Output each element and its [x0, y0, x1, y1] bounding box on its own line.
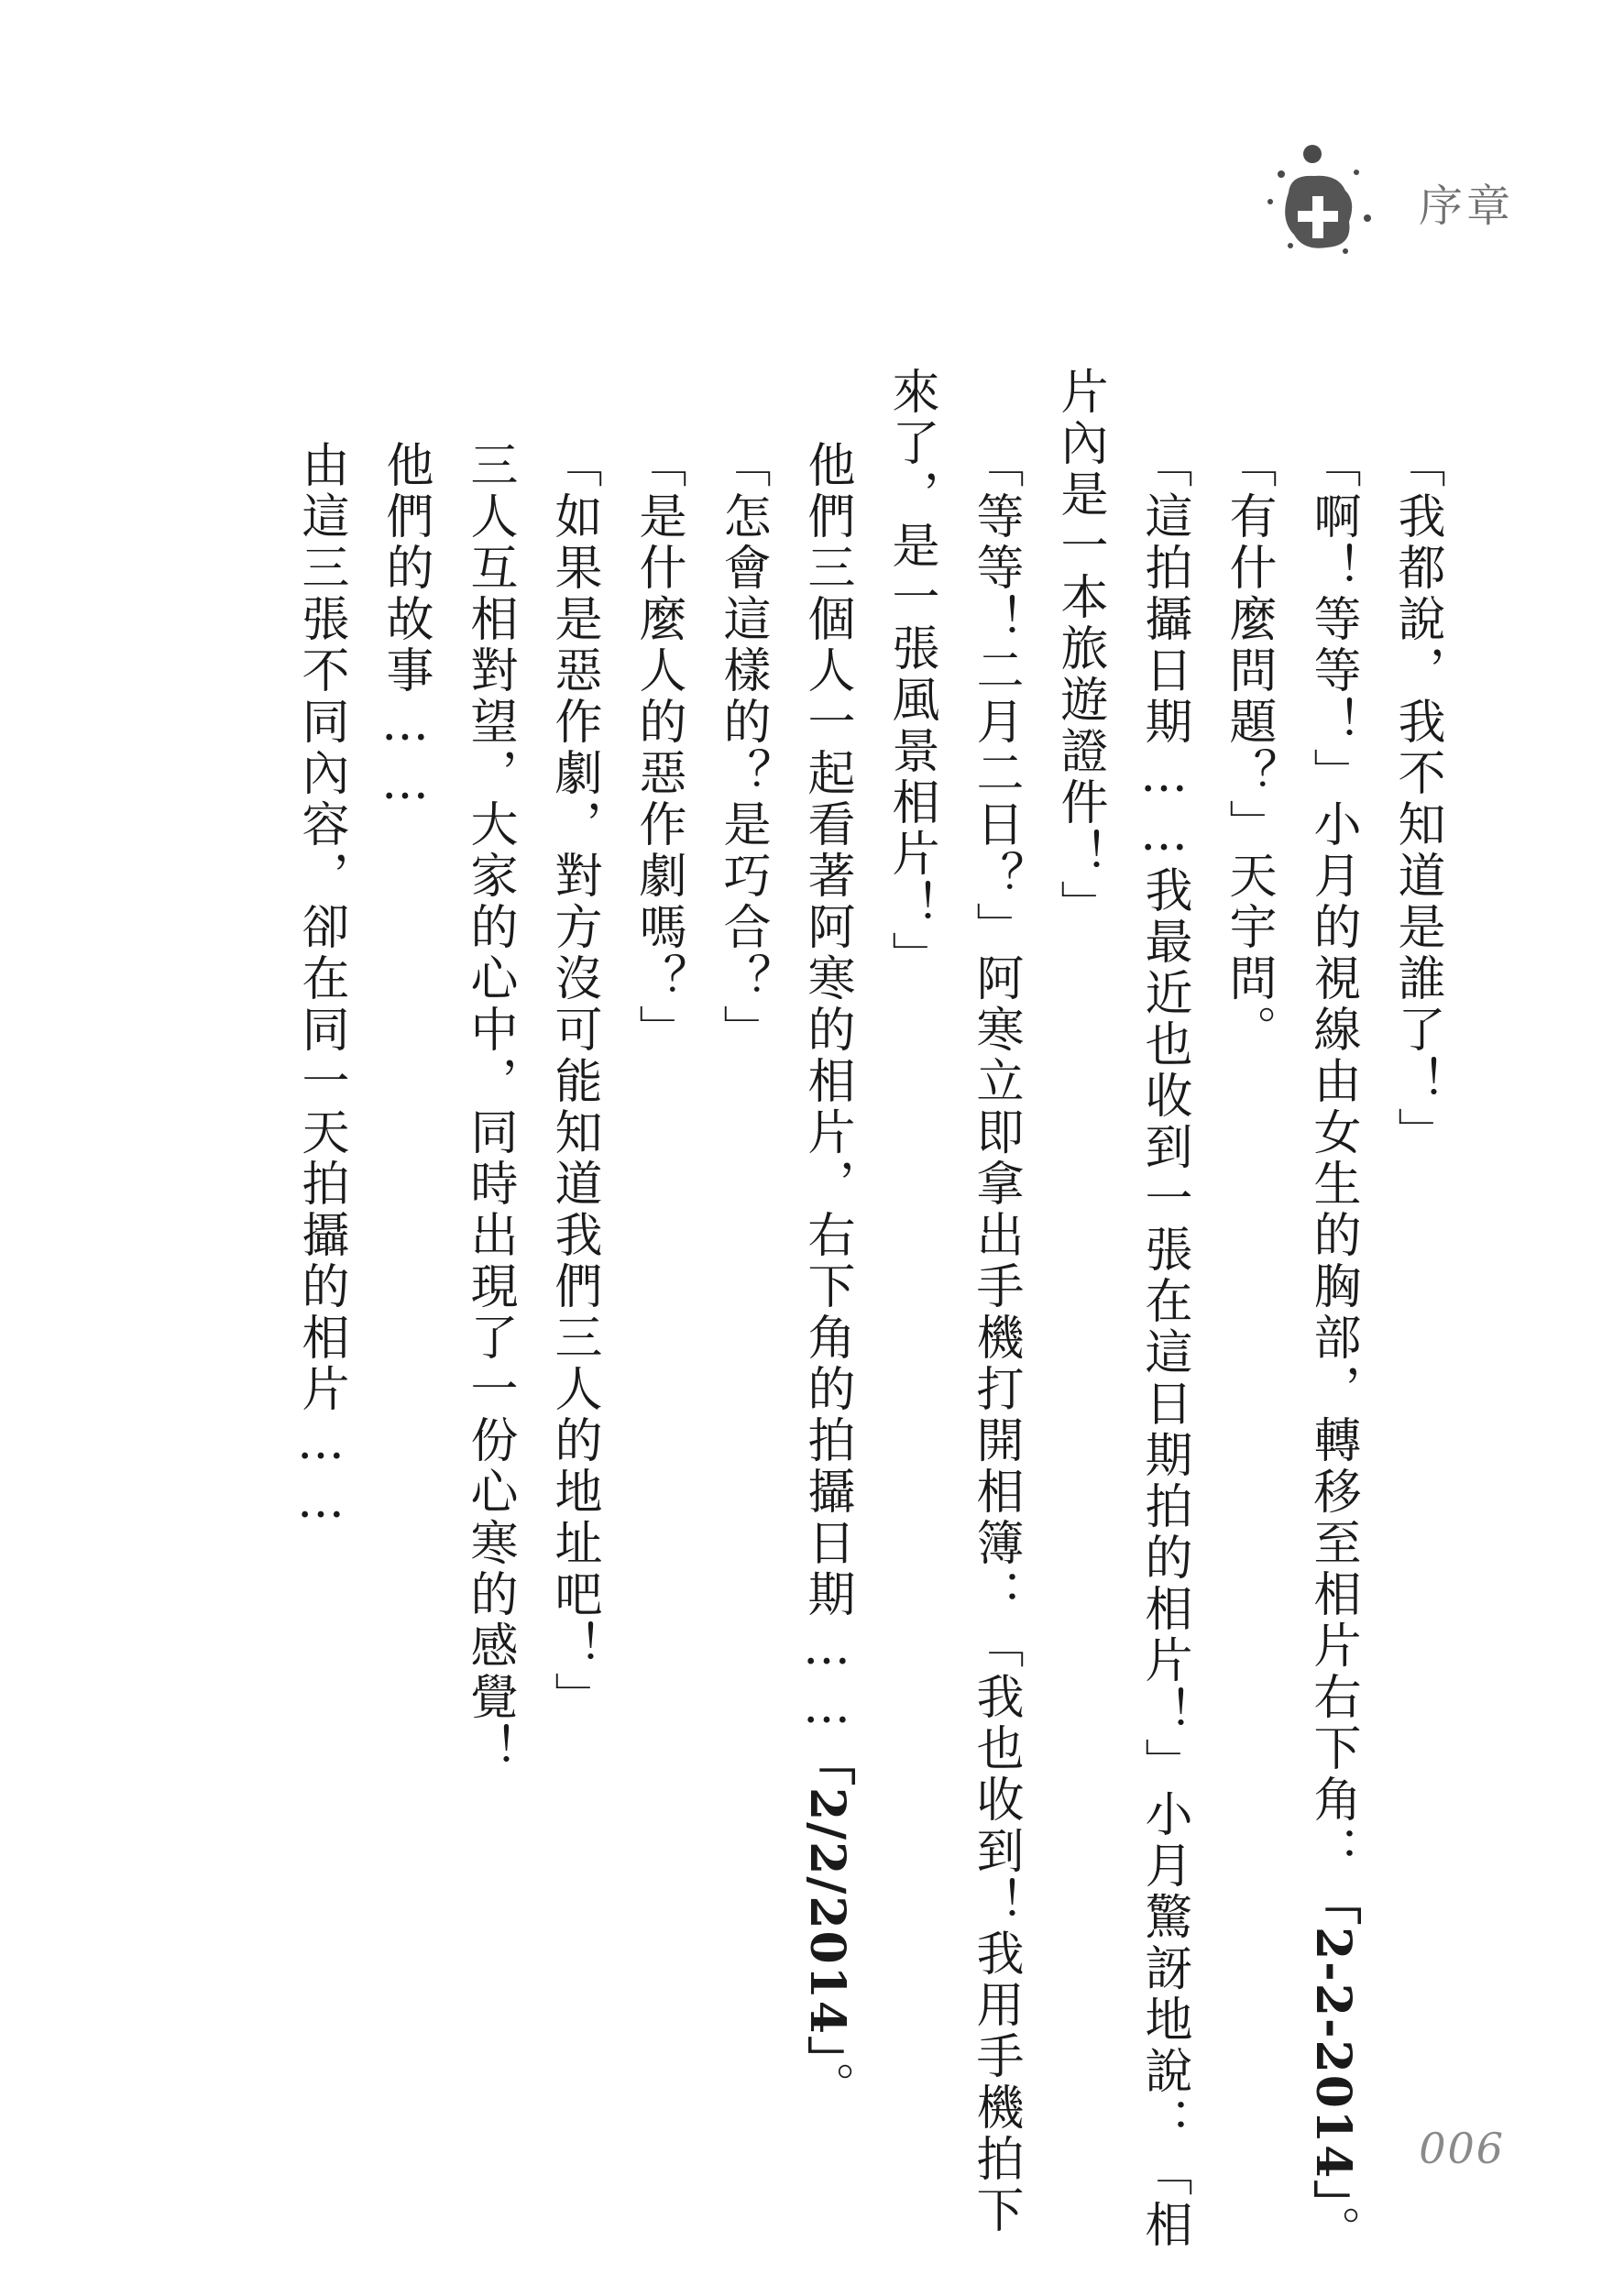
text-column — [785, 367, 869, 2163]
photo-date: 「2/2/2014」 — [799, 1738, 855, 2062]
text-column: 「這拍攝日期……我最近也收到一張在這日期拍的相片！」小月驚訝地說：「相 — [1136, 440, 1191, 2251]
text-column: 他們的故事…… — [378, 440, 433, 814]
text-column: 「有什麼問題？」天宇問。 — [1221, 440, 1276, 1056]
chapter-header — [1254, 137, 1514, 266]
text-column: 「是什麼人的惡作劇嗎？」 — [631, 440, 686, 1056]
text-segment: 「啊！等等！」小月的視線由女生的胸部，轉移至相片右下角： — [1305, 440, 1360, 1877]
text-column: 三人互相對望，大家的心中，同時出現了一份心寒的感覺！ — [462, 440, 517, 1774]
text-segment: 他們三個人一起看著阿寒的相片，右下角的拍攝日期…… — [799, 440, 854, 1738]
text-column — [1290, 367, 1375, 2258]
text-segment: 。 — [1305, 2205, 1360, 2258]
text-column: 「怎會這樣的？是巧合？」 — [715, 440, 770, 1056]
text-column: 「我都說，我不知道是誰了！」 — [1389, 440, 1444, 1159]
body-text — [279, 367, 1459, 2258]
text-column: 片內是一本旅遊證件！」 — [1052, 367, 1107, 931]
photo-date: 「2-2-2014」 — [1305, 1877, 1361, 2206]
chapter-title: 序章 — [1418, 180, 1514, 232]
text-column: 「如果是惡作劇，對方沒可能知道我們三人的地址吧！」 — [546, 440, 601, 1723]
page-number: 006 — [1419, 2124, 1505, 2173]
text-segment: 。 — [799, 2061, 854, 2114]
text-column: 來了，是一張風景相片！」 — [883, 367, 938, 983]
ink-splash-plus-icon — [1254, 137, 1382, 266]
text-column: 「等等！二月二日？」阿寒立即拿出手機打開相簿：「我也收到！我用手機拍下 — [968, 440, 1023, 2236]
text-column: 由這三張不同內容，卻在同一天拍攝的相片…… — [293, 440, 348, 1532]
